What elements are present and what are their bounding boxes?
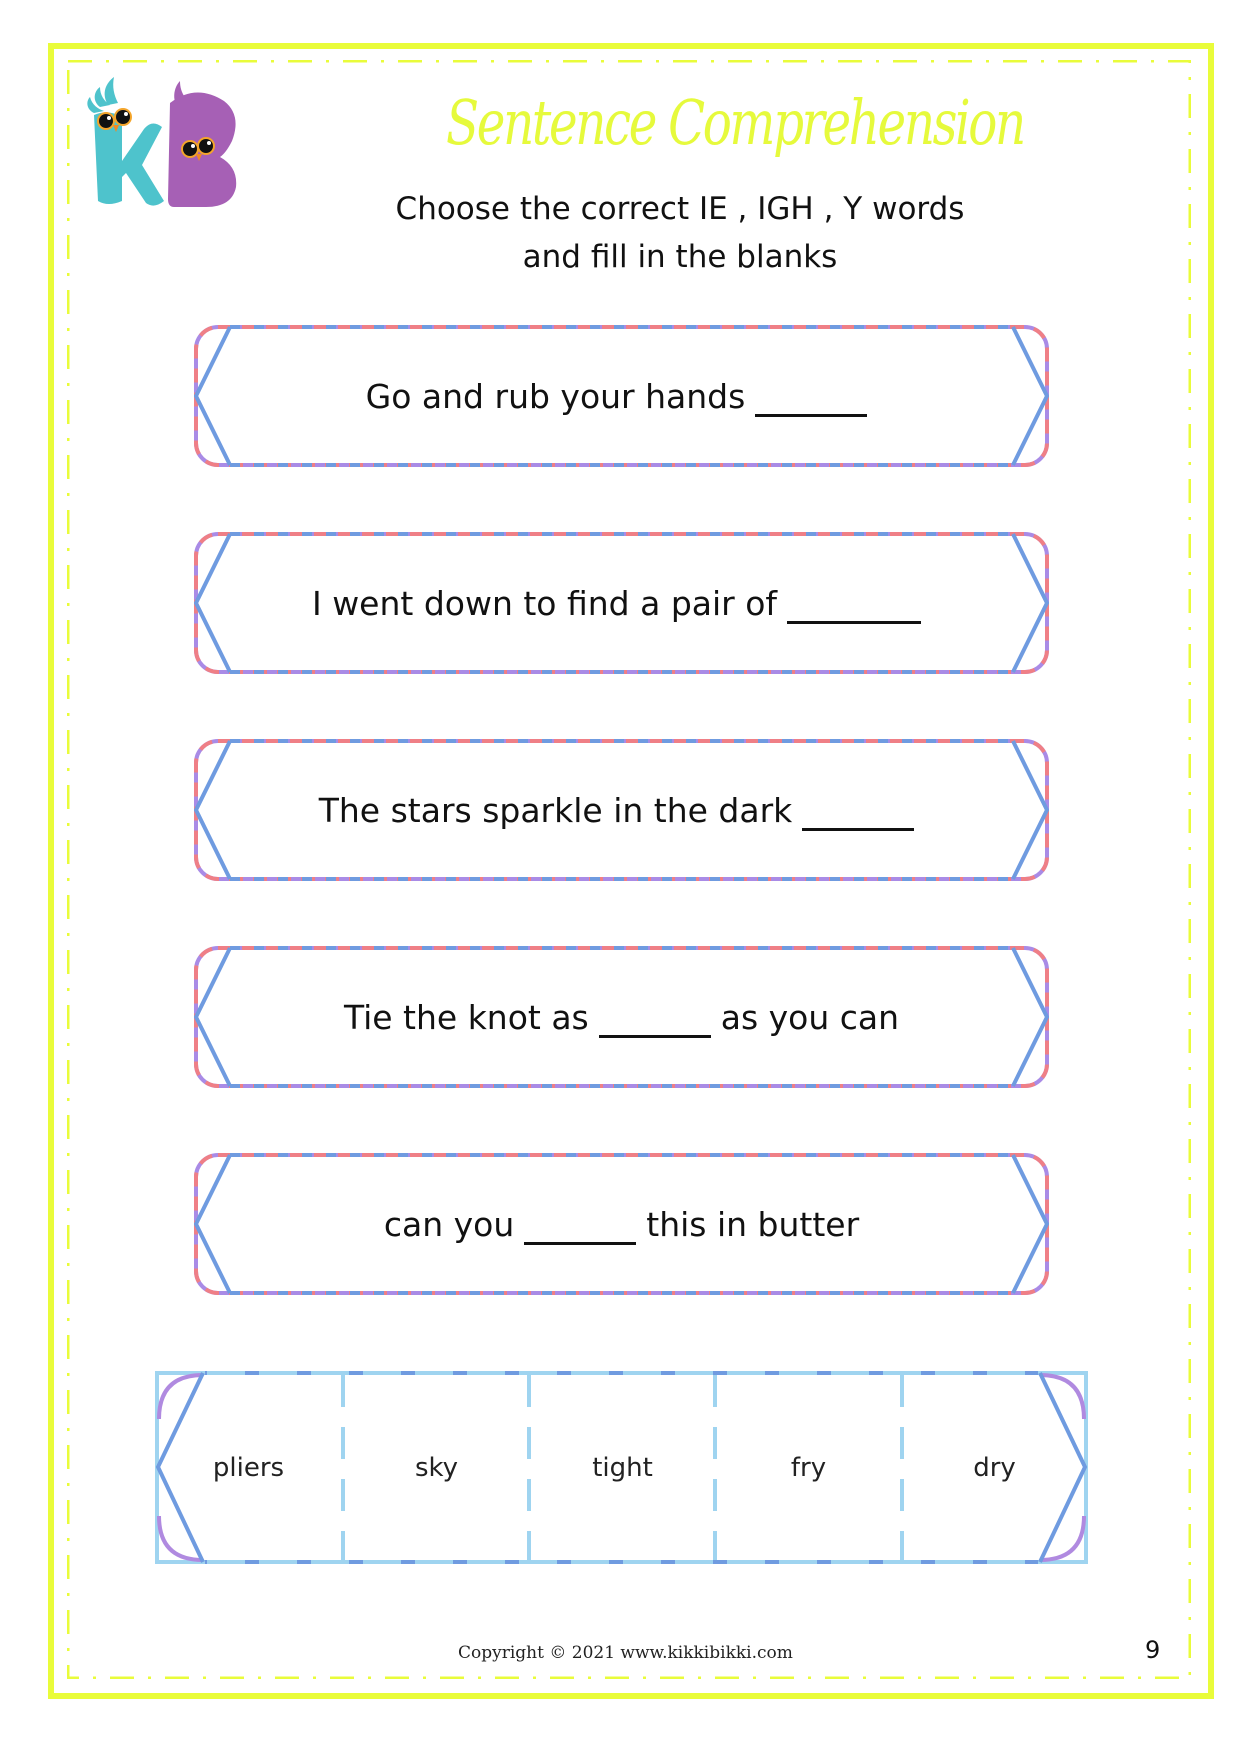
sentence-text [194,532,1049,674]
word-option-tight[interactable]: tight [592,1452,653,1483]
sentence-3-text: The stars sparkle in the dark [318,790,793,830]
sentence-box-1 [194,325,1049,467]
word-bank [155,1371,1088,1564]
sentence-box-2 [194,532,1049,674]
worksheet-title: Sentence Comprehension [446,86,1024,159]
answer-blank-3[interactable] [802,798,914,831]
kikkibikki-logo [86,75,241,210]
sentence-2-text: I went down to find a pair of [311,583,778,623]
copyright-text: Copyright © 2021 www.kikkibikki.com [458,1643,793,1663]
word-option-dry[interactable]: dry [973,1452,1016,1483]
instructions-line-1: Choose the correct IE , IGH , Y words [395,191,965,227]
answer-blank-4[interactable] [599,1005,711,1038]
sentence-5-text: can you [383,1204,515,1244]
word-option-pliers[interactable]: pliers [212,1452,285,1483]
sentence-box-3 [194,739,1049,881]
sentence-text [194,325,1049,467]
page-number: 9 [1145,1636,1161,1664]
k-feather-icon [87,77,118,113]
sentence-box-4 [194,946,1049,1088]
sentence-4-text-after: as you can [720,997,900,1037]
sentence-text [194,1153,1049,1295]
word-option-sky[interactable]: sky [414,1452,459,1483]
sentence-text [194,946,1049,1088]
answer-blank-2[interactable] [787,591,921,624]
instructions [330,185,1030,281]
sentence-box-5 [194,1153,1049,1295]
sentence-5-text-after: this in butter [646,1204,860,1244]
instructions-line-2: and fill in the blanks [522,239,838,275]
answer-blank-5[interactable] [524,1212,636,1245]
sentence-4-text: Tie the knot as [343,997,589,1037]
word-option-fry[interactable]: fry [790,1452,827,1483]
sentence-1-text: Go and rub your hands [365,376,746,416]
sentence-text [194,739,1049,881]
answer-blank-1[interactable] [755,384,867,417]
